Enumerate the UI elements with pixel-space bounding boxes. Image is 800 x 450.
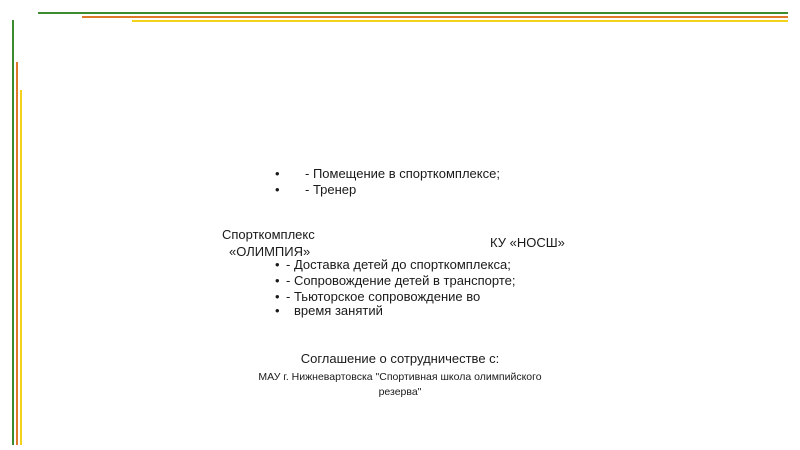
list-item-text: - Помещение в спорткомплексе; — [305, 166, 500, 181]
left-org-label-line1: Спорткомплекс — [222, 227, 315, 242]
bullet: • — [275, 289, 280, 304]
list-item-text: - Доставка детей до спорткомплекса; — [286, 257, 511, 272]
right-org-label: КУ «НОСШ» — [490, 235, 565, 250]
bullet: • — [275, 182, 280, 197]
top-line-green — [38, 12, 788, 14]
bullet: • — [275, 257, 280, 272]
list-item-text: - Тьюторское сопровождение во — [286, 289, 481, 304]
list-item-text: - Тренер — [305, 182, 357, 197]
top-line-yellow — [132, 20, 788, 22]
agreement-partner-line2: резерва" — [378, 386, 422, 398]
bullet: • — [275, 273, 280, 288]
bullet: • — [275, 166, 280, 181]
agreement-partner-line1: МАУ г. Нижневартовска "Спортивная школа олимпийского — [258, 371, 542, 383]
left-org-label-line2: «ОЛИМПИЯ» — [229, 244, 311, 259]
list-item-text: - Сопровождение детей в транспорте; — [286, 273, 516, 288]
bullet: • — [275, 303, 280, 318]
list-item-text: время занятий — [294, 303, 383, 318]
top-line-orange — [82, 16, 788, 18]
agreement-title: Соглашение о сотрудничестве с: — [300, 351, 500, 366]
